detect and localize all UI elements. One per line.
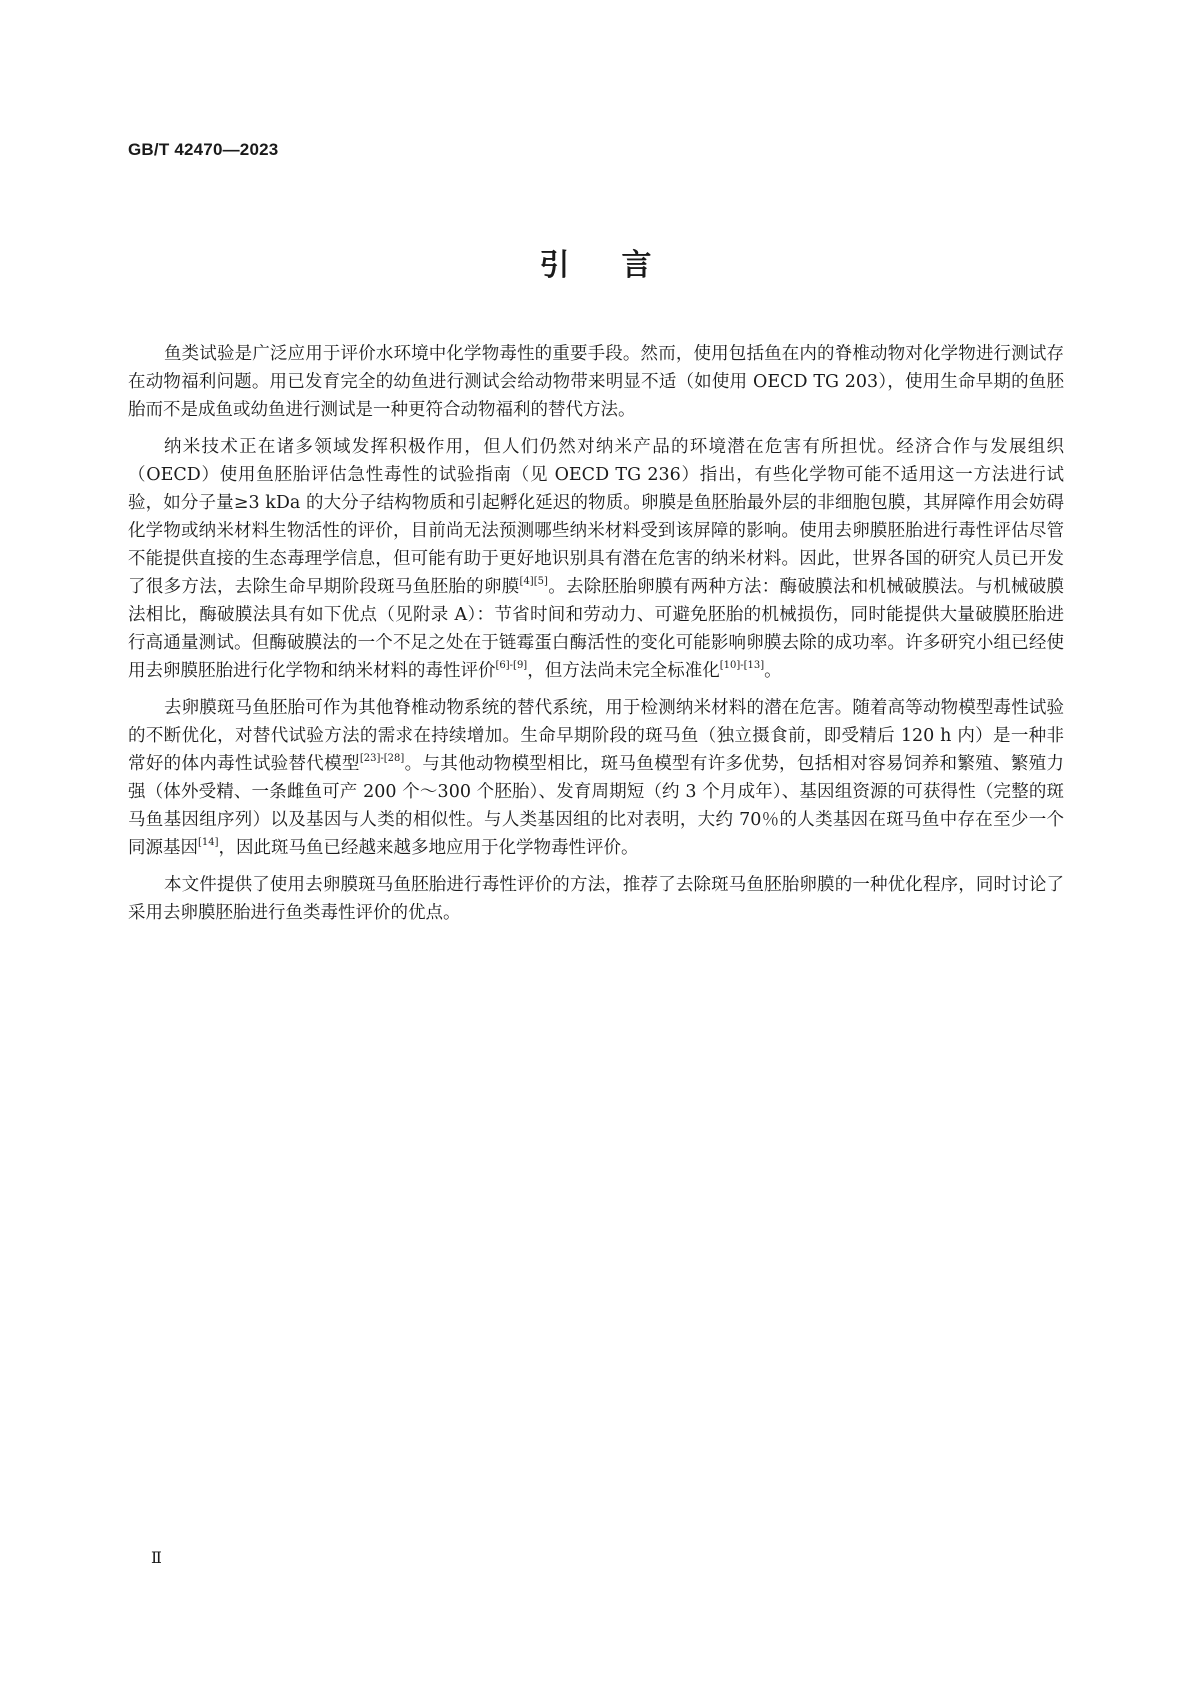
- paragraph-2-text-a: 纳米技术正在诸多领域发挥积极作用，但人们仍然对纳米产品的环境潜在危害有所担忧。经济合作与发展组织（OECD）使用鱼胚胎评估急性毒性的试验指南（见 OECD TG 236）指出，有些化学物可能不适用这一方法进行试验，如分子量≥3 kDa 的大分子结构物质和引起孵化延迟的物质。卵膜是鱼胚胎最外层的非细胞包膜，其屏障作用会妨碍化学物或纳米材料生物活性的评价，目前尚无法预测哪些纳米材料受到该屏障的影响。使用去卵膜胚胎进行毒性评估尽管不能提供直接的生态毒理学信息，但可能有助于更好地识别具有潜在危害的纳米材料。因此，世界各国的研究人员已开发了很多方法，去除生命早期阶段斑马鱼胚胎的卵膜: [128, 437, 1064, 597]
- page-number: Ⅱ: [151, 1548, 162, 1567]
- page-title: 引言: [539, 248, 704, 283]
- paragraph-1: [128, 340, 1064, 424]
- citation-10-13: [10]-[13]: [719, 660, 765, 671]
- paragraph-1-text: 鱼类试验是广泛应用于评价水环境中化学物毒性的重要手段。然而，使用包括鱼在内的脊椎动物对化学物进行测试存在动物福利问题。用已发育完全的幼鱼进行测试会给动物带来明显不适（如使用 OECD TG 203），使用生命早期的鱼胚胎而不是成鱼或幼鱼进行测试是一种更符合动物福利的替代方法。: [128, 344, 1064, 420]
- paragraph-3-text-b: 。与其他动物模型相比，斑马鱼模型有许多优势，包括相对容易饲养和繁殖、繁殖力强（体外受精、一条雌鱼可产 200 个～300 个胚胎）、发育周期短（约 3 个月成年）、基因组资源的可获得性（完整的斑马鱼基因组序列）以及基因与人类的相似性。与人类基因组的比对表明，大约 70％的人类基因在斑马鱼中存在至少一个同源基因: [128, 754, 1065, 858]
- paragraph-3-text-c: ，因此斑马鱼已经越来越多地应用于化学物毒性评价。: [218, 838, 639, 858]
- citation-23-28: [23]-[28]: [359, 753, 405, 764]
- citation-4-5: [4][5]: [519, 576, 548, 587]
- standard-number: GB/T 42470—2023: [128, 140, 279, 159]
- paragraph-3-text-a: 去卵膜斑马鱼胚胎可作为其他脊椎动物系统的替代系统，用于检测纳米材料的潜在危害。随着高等动物模型毒性试验的不断优化，对替代试验方法的需求在持续增加。生命早期阶段的斑马鱼（独立摄食前，即受精后 120 h 内）是一种非常好的体内毒性试验替代模型: [128, 698, 1064, 774]
- paragraph-2-text-c: ，但方法尚未完全标准化: [527, 661, 720, 681]
- citation-6-9: [6]-[9]: [495, 660, 528, 671]
- paragraph-2-text-d: 。: [764, 661, 782, 681]
- paragraph-2-text-b: 。去除胚胎卵膜有两种方法：酶破膜法和机械破膜法。与机械破膜法相比，酶破膜法具有如下优点（见附录 A）：节省时间和劳动力、可避免胚胎的机械损伤，同时能提供大量破膜胚胎进行高通量测试。但酶破膜法的一个不足之处在于链霉蛋白酶活性的变化可能影响卵膜去除的成功率。许多研究小组已经使用去卵膜胚胎进行化学物和纳米材料的毒性评价: [128, 577, 1065, 681]
- paragraph-4: [128, 871, 1064, 927]
- paragraph-4-text: 本文件提供了使用去卵膜斑马鱼胚胎进行毒性评价的方法，推荐了去除斑马鱼胚胎卵膜的一种优化程序，同时讨论了采用去卵膜胚胎进行鱼类毒性评价的优点。: [128, 875, 1064, 923]
- citation-14: [14]: [198, 837, 219, 848]
- paragraph-2: [128, 433, 1064, 685]
- paragraph-3: [128, 694, 1064, 862]
- introduction-body: [128, 340, 1064, 936]
